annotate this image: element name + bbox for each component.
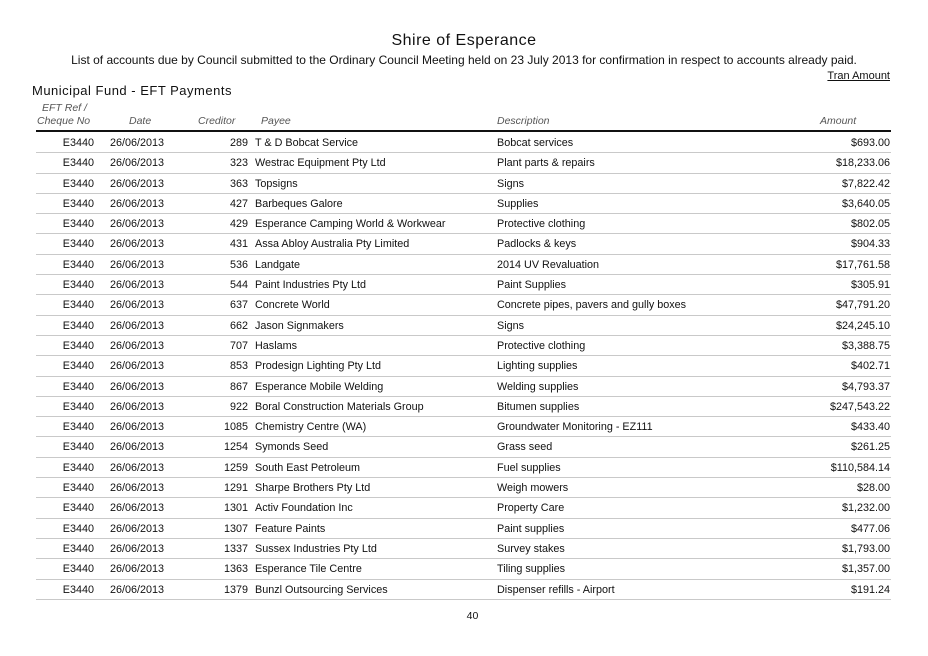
cell-ref: E3440 (62, 421, 94, 434)
cell-amount: $1,232.00 (841, 502, 890, 515)
col-header-ref-line2: Cheque No (37, 115, 91, 127)
cell-description: 2014 UV Revaluation (497, 258, 600, 271)
cell-description: Survey stakes (497, 542, 565, 555)
cell-payee: Paint Industries Pty Ltd (255, 279, 367, 292)
cell-description: Grass seed (497, 441, 553, 454)
cell-payee: T & D Bobcat Service (255, 137, 359, 149)
cell-description: Tiling supplies (497, 563, 566, 576)
table-row (36, 478, 891, 498)
cell-description: Plant parts & repairs (497, 157, 595, 170)
col-header-payee: Payee (261, 115, 291, 127)
cell-date: 26/06/2013 (110, 299, 165, 312)
page-number: 40 (466, 610, 479, 622)
cell-creditor: 1254 (223, 441, 248, 454)
table-row (36, 559, 891, 579)
cell-date: 26/06/2013 (110, 339, 165, 352)
cell-creditor: 922 (229, 400, 248, 413)
cell-ref: E3440 (62, 319, 94, 332)
table-row (36, 275, 891, 295)
table-row (36, 397, 891, 417)
cell-amount: $1,793.00 (841, 542, 890, 555)
cell-date: 26/06/2013 (110, 279, 165, 292)
cell-ref: E3440 (62, 583, 94, 596)
cell-payee: Assa Abloy Australia Pty Limited (255, 238, 410, 251)
cell-creditor: 707 (229, 339, 248, 352)
table-row (36, 295, 891, 315)
cell-description: Fuel supplies (497, 461, 561, 474)
cell-description: Padlocks & keys (497, 238, 577, 251)
cell-amount: $247,543.22 (829, 400, 890, 413)
cell-amount: $433.40 (850, 421, 890, 434)
cell-amount: $261.25 (850, 441, 890, 454)
table-row (36, 214, 891, 234)
cell-ref: E3440 (62, 339, 94, 352)
table-row (36, 174, 891, 194)
table-row (36, 255, 891, 275)
table-row (36, 458, 891, 478)
cell-ref: E3440 (62, 177, 94, 190)
cell-payee: Bunzl Outsourcing Services (255, 583, 388, 596)
cell-ref: E3440 (62, 380, 94, 393)
cell-creditor: 1337 (223, 542, 248, 555)
cell-ref: E3440 (62, 542, 94, 555)
cell-creditor: 431 (229, 238, 248, 251)
cell-date: 26/06/2013 (110, 522, 165, 535)
cell-ref: E3440 (62, 522, 94, 535)
cell-creditor: 1379 (223, 583, 248, 596)
table-row (36, 356, 891, 376)
cell-date: 26/06/2013 (110, 441, 165, 454)
cell-description: Signs (497, 177, 525, 190)
cell-ref: E3440 (62, 441, 94, 454)
cell-creditor: 544 (229, 279, 248, 292)
cell-date: 26/06/2013 (110, 360, 165, 373)
cell-date: 26/06/2013 (110, 400, 165, 413)
cell-date: 26/06/2013 (110, 542, 165, 555)
table-row (36, 539, 891, 559)
table-row (36, 437, 891, 457)
cell-payee: Esperance Camping World & Workwear (255, 218, 446, 231)
cell-amount: $1,357.00 (841, 563, 890, 576)
table-row (36, 498, 891, 518)
cell-amount: $802.05 (850, 218, 890, 231)
cell-description: Welding supplies (497, 380, 579, 393)
cell-payee: Feature Paints (255, 522, 326, 535)
table-row (36, 377, 891, 397)
cell-payee: Haslams (255, 339, 297, 352)
cell-description: Protective clothing (497, 218, 586, 231)
cell-creditor: 289 (229, 137, 248, 149)
cell-date: 26/06/2013 (110, 197, 165, 210)
cell-payee: Landgate (255, 258, 301, 271)
cell-payee: Sussex Industries Pty Ltd (255, 542, 377, 555)
cell-amount: $17,761.58 (835, 258, 890, 271)
col-header-ref-line1: EFT Ref / (42, 102, 87, 114)
cell-amount: $402.71 (850, 360, 890, 373)
col-header-description: Description (497, 115, 550, 127)
table-row (36, 194, 891, 214)
cell-description: Bitumen supplies (497, 400, 580, 413)
cell-amount: $28.00 (856, 482, 890, 495)
cell-amount: $477.06 (850, 522, 890, 535)
cell-payee: Barbeques Galore (255, 197, 343, 210)
table-row (36, 316, 891, 336)
table-row (36, 336, 891, 356)
cell-description: Bobcat services (497, 137, 574, 149)
cell-ref: E3440 (62, 157, 94, 170)
cell-creditor: 1085 (223, 421, 248, 434)
tran-amount-label: Tran Amount (827, 70, 890, 82)
col-header-creditor: Creditor (198, 115, 236, 127)
cell-amount: $24,245.10 (835, 319, 890, 332)
cell-date: 26/06/2013 (110, 502, 165, 515)
cell-creditor: 637 (229, 299, 248, 312)
col-header-amount: Amount (820, 115, 857, 127)
document-subtitle: List of accounts due by Council submitted to the Ordinary Council Meeting held on 23 July 2013 for confirmation in respect to accounts already paid. (71, 53, 857, 67)
cell-payee: Boral Construction Materials Group (255, 400, 424, 413)
cell-ref: E3440 (62, 482, 94, 495)
cell-amount: $7,822.42 (841, 177, 890, 190)
header-rule (36, 130, 891, 132)
table-row (36, 417, 891, 437)
cell-payee: Sharpe Brothers Pty Ltd (255, 482, 371, 495)
cell-description: Dispenser refills - Airport (497, 583, 615, 596)
cell-creditor: 1301 (223, 502, 248, 515)
cell-payee: Topsigns (255, 177, 298, 190)
cell-creditor: 853 (229, 360, 248, 373)
cell-description: Property Care (497, 502, 565, 515)
cell-payee: Symonds Seed (255, 441, 329, 454)
cell-creditor: 867 (229, 380, 248, 393)
cell-payee: Esperance Tile Centre (255, 563, 362, 576)
cell-date: 26/06/2013 (110, 157, 165, 170)
cell-payee: Westrac Equipment Pty Ltd (255, 157, 386, 170)
cell-creditor: 323 (229, 157, 248, 170)
cell-amount: $191.24 (850, 583, 890, 596)
cell-amount: $693.00 (850, 137, 890, 149)
cell-amount: $47,791.20 (835, 299, 890, 312)
cell-description: Protective clothing (497, 339, 586, 352)
cell-creditor: 662 (229, 319, 248, 332)
cell-amount: $18,233.06 (835, 157, 890, 170)
cell-ref: E3440 (62, 279, 94, 292)
cell-description: Paint supplies (497, 522, 565, 535)
cell-date: 26/06/2013 (110, 461, 165, 474)
cell-creditor: 1291 (223, 482, 248, 495)
cell-ref: E3440 (62, 218, 94, 231)
cell-ref: E3440 (62, 563, 94, 576)
cell-payee: Chemistry Centre (WA) (255, 421, 367, 434)
cell-ref: E3440 (62, 238, 94, 251)
table-row (36, 153, 891, 173)
cell-creditor: 1259 (223, 461, 248, 474)
cell-description: Paint Supplies (497, 279, 567, 292)
table-row (36, 519, 891, 539)
cell-date: 26/06/2013 (110, 238, 165, 251)
cell-ref: E3440 (62, 360, 94, 373)
cell-date: 26/06/2013 (110, 319, 165, 332)
cell-date: 26/06/2013 (110, 563, 165, 576)
cell-description: Concrete pipes, pavers and gully boxes (497, 299, 687, 312)
cell-payee: South East Petroleum (255, 461, 361, 474)
table-row (36, 234, 891, 254)
document-title: Shire of Esperance (391, 32, 537, 49)
cell-creditor: 429 (229, 218, 248, 231)
cell-description: Signs (497, 319, 525, 332)
cell-date: 26/06/2013 (110, 258, 165, 271)
cell-payee: Esperance Mobile Welding (255, 380, 384, 393)
cell-ref: E3440 (62, 137, 94, 149)
cell-description: Groundwater Monitoring - EZ111 (497, 421, 653, 434)
cell-amount: $110,584.14 (830, 461, 890, 474)
cell-description: Lighting supplies (497, 360, 578, 373)
cell-payee: Jason Signmakers (255, 319, 344, 332)
cell-creditor: 363 (229, 177, 248, 190)
cell-ref: E3440 (62, 258, 94, 271)
table-row (36, 133, 891, 153)
cell-payee: Concrete World (255, 299, 330, 312)
table-row (36, 580, 891, 600)
cell-date: 26/06/2013 (110, 218, 165, 231)
section-heading: Municipal Fund - EFT Payments (32, 83, 232, 98)
cell-description: Supplies (497, 197, 539, 210)
cell-date: 26/06/2013 (110, 583, 165, 596)
cell-date: 26/06/2013 (110, 177, 165, 190)
col-header-date: Date (129, 115, 152, 127)
cell-amount: $3,640.05 (841, 197, 890, 210)
cell-date: 26/06/2013 (110, 137, 165, 149)
cell-amount: $305.91 (850, 279, 890, 292)
cell-ref: E3440 (62, 197, 94, 210)
cell-ref: E3440 (62, 461, 94, 474)
cell-description: Weigh mowers (497, 482, 569, 495)
cell-amount: $904.33 (850, 238, 890, 251)
cell-creditor: 1363 (223, 563, 248, 576)
cell-date: 26/06/2013 (110, 380, 165, 393)
cell-ref: E3440 (62, 502, 94, 515)
cell-ref: E3440 (62, 400, 94, 413)
cell-payee: Prodesign Lighting Pty Ltd (255, 360, 382, 373)
cell-amount: $3,388.75 (841, 339, 890, 352)
cell-creditor: 427 (229, 197, 248, 210)
cell-ref: E3440 (62, 299, 94, 312)
cell-payee: Activ Foundation Inc (255, 502, 353, 515)
cell-creditor: 1307 (223, 522, 248, 535)
payments-table (36, 133, 891, 600)
cell-date: 26/06/2013 (110, 482, 165, 495)
cell-creditor: 536 (229, 258, 248, 271)
cell-amount: $4,793.37 (841, 380, 890, 393)
cell-date: 26/06/2013 (110, 421, 165, 434)
